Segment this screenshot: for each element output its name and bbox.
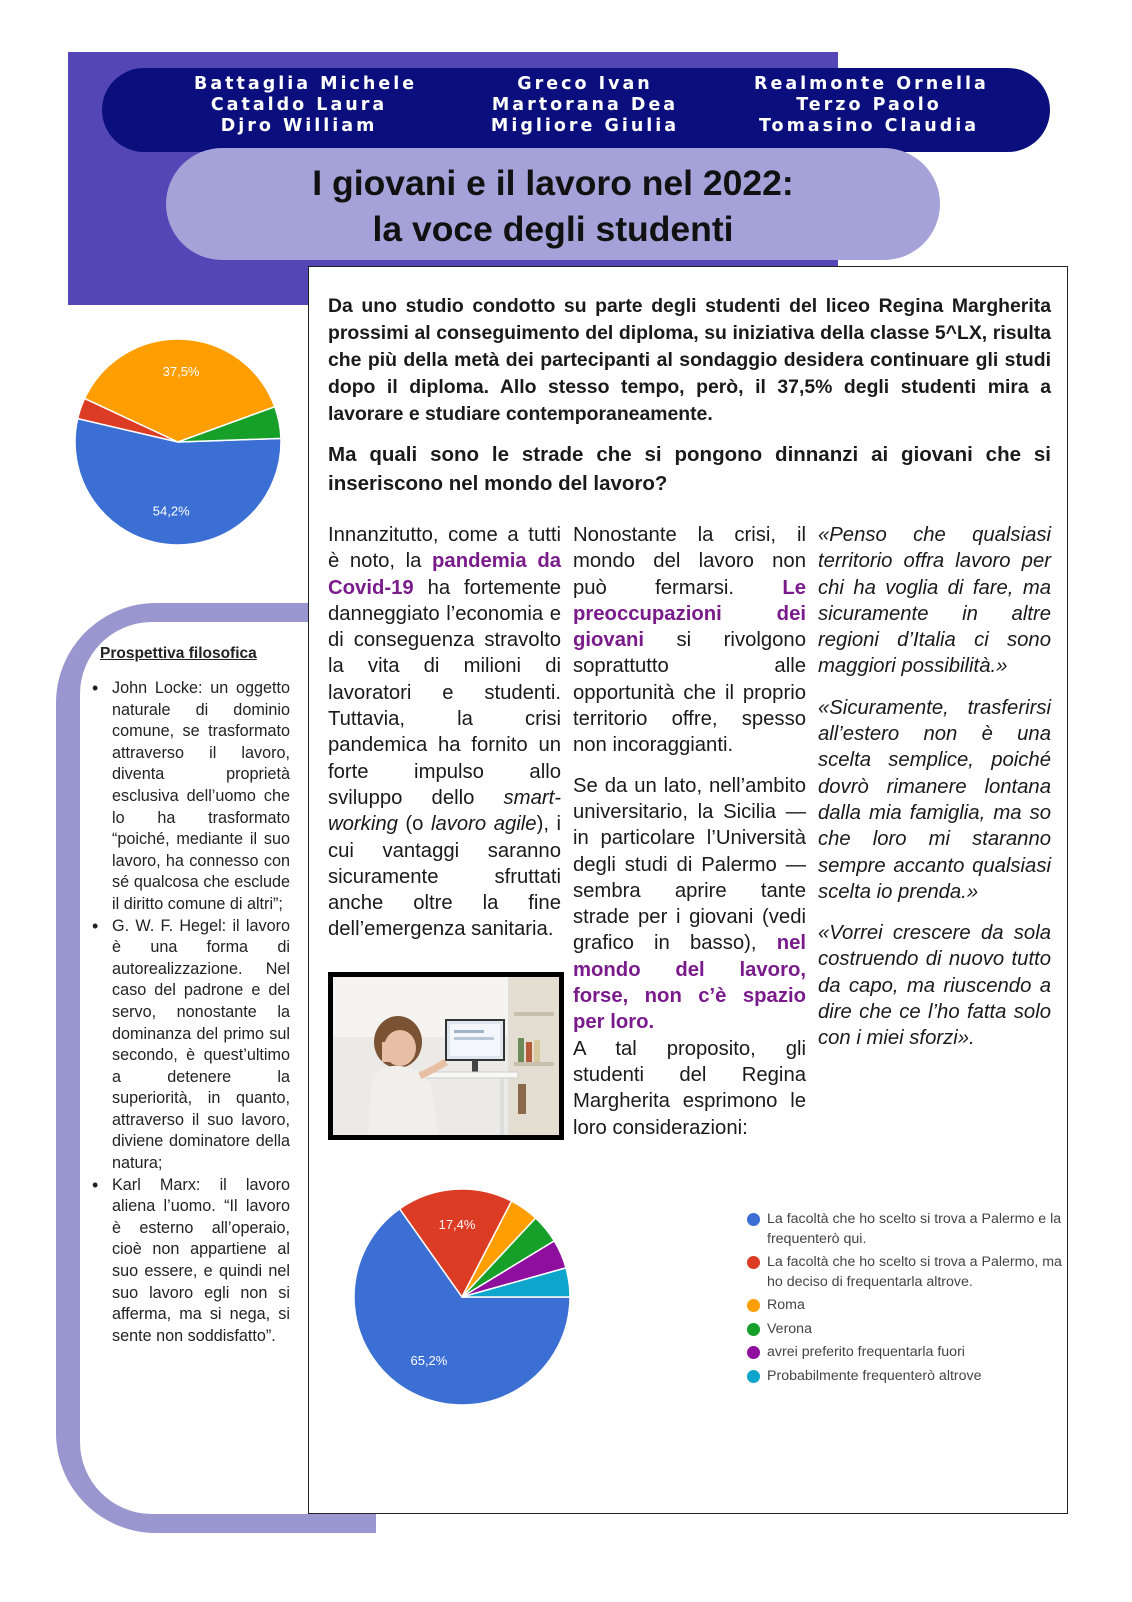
author-name: Greco Ivan: [517, 74, 653, 94]
author-name: Terzo Paolo: [796, 95, 942, 115]
legend-label: La facoltà che ho scelto si trova a Palermo, ma ho deciso di frequentarla altrove.: [767, 1254, 1062, 1290]
pie-slice-label: 37,5%: [162, 364, 200, 380]
paragraph: [573, 522, 806, 759]
title-banner: [166, 148, 940, 260]
philosopher-name: G. W. F. Hegel: [112, 916, 222, 935]
author-name: Migliore Giulia: [490, 116, 680, 136]
pie-chart-university-choice: [352, 1186, 574, 1408]
author-name: Tomasino Claudia: [758, 116, 980, 136]
philosopher-item: [90, 1175, 290, 1348]
authors-bar: [102, 68, 1050, 152]
article-column-3: [818, 522, 1051, 1067]
author-name: Djro William: [220, 116, 378, 136]
text-span: Nonostante la crisi, il mondo del lavoro non può fermarsi.: [573, 524, 806, 599]
paragraph: [573, 773, 806, 1036]
highlight-text: nel mondo del lavoro, forse, non c’è spazio per loro.: [573, 932, 806, 1034]
text-span: Se da un lato, nell’ambito universitario, la Sicilia — in particolare l’Università degli studi di Palermo — sembra aprire tante strade per i giovani (vedi grafico in basso),: [573, 774, 806, 955]
author-name: Realmonte Ornella: [754, 74, 989, 94]
paragraph: A tal proposito, gli studenti del Regina Margherita esprimono le loro considerazioni:: [573, 1037, 806, 1139]
lead-question: Ma quali sono le strade che si pongono dinnanzi ai giovani che si inseriscono nel mondo del lavoro?: [328, 443, 1051, 495]
pie-slice-label: 65,2%: [410, 1352, 448, 1368]
legend-label: Roma: [767, 1297, 805, 1313]
text-span: Innanzitutto, come a tutti è noto, la: [328, 524, 561, 573]
article-column-1: [328, 522, 561, 943]
authors-column-3: [754, 74, 989, 137]
legend-swatch: [747, 1370, 760, 1383]
title-line-2: la voce degli studenti: [372, 209, 734, 249]
pie-slice-label: 17,4%: [438, 1217, 476, 1233]
legend-label: avrei preferito frequentarla fuori: [767, 1344, 965, 1360]
philosopher-item: [90, 678, 290, 916]
legend-item: [745, 1210, 1065, 1249]
sidebar-title: Prospettiva filosofica: [100, 645, 257, 662]
philosopher-text: : il lavoro è una forma di autorealizzazione. Nel caso del padrone e del servo, nonostante la dominanza del primo sul secondo, è quest’ultimo a detenere la superiorità, in quanto, attraverso il suo lavoro, diviene dominatore della natura;: [112, 916, 290, 1173]
author-name: Martorana Dea: [491, 95, 679, 115]
article-column-2: [573, 522, 806, 1141]
text-span: ha fortemente danneggiato l’economia e di conseguenza stravolto la vita di milioni di lavoratori e studenti. Tuttavia, la crisi pandemica ha fornito un forte impulso allo sviluppo dello: [328, 576, 561, 809]
italic-text: lavoro agile: [430, 813, 537, 836]
authors-column-2: [480, 74, 690, 137]
philosopher-text: : un oggetto naturale di dominio comune, se trasformato attraverso il lavoro, diventa proprietà esclusiva dell’uomo che lo ha trasformato “poiché, mediante il suo lavoro, ha connesso con sé qualcosa che esclude il diritto comune di altri”;: [112, 679, 290, 913]
highlight-text: pandemia da Covid-19: [328, 550, 561, 599]
title-line-1: I giovani e il lavoro nel 2022:: [312, 163, 794, 203]
authors-column-1: [194, 74, 418, 137]
legend-swatch: [747, 1346, 760, 1359]
pie-chart-study-intentions: [72, 338, 284, 548]
student-quote: «Penso che qualsiasi territorio offra lavoro per chi ha voglia di fare, ma sicuramente in altre regioni d’Italia ci sono maggiori possibilità.»: [818, 524, 1051, 678]
student-quote: «Vorrei crescere da sola costruendo di nuovo tutto da capo, ma riuscendo a dire che ce l’ho fatta solo con i miei sforzi».: [818, 922, 1051, 1050]
philosopher-name: Karl Marx: [112, 1175, 196, 1194]
text-span: ), i cui vantaggi saranno sicuramente sfruttati anche oltre la fine dell’emergenza sanitaria.: [328, 813, 561, 941]
smart-working-photo: [328, 972, 564, 1140]
legend-item: [745, 1320, 1065, 1340]
author-name: Battaglia Michele: [194, 74, 418, 94]
legend-item: [745, 1296, 1065, 1316]
photo-illustration: [328, 972, 564, 1140]
legend-swatch: [747, 1213, 760, 1226]
legend-label: Probabilmente frequenterò altrove: [767, 1367, 982, 1384]
philosopher-item: [90, 916, 290, 1175]
italic-text: smart-working: [328, 786, 561, 836]
philosophers-list: [90, 678, 290, 1347]
philosopher-name: John Locke: [112, 679, 199, 697]
intro-paragraph: Da uno studio condotto su parte degli studenti del liceo Regina Margherita prossimi al conseguimento del diploma, su iniziativa della classe 5^LX, risulta che più della metà dei partecipanti al sondaggio desidera continuare gli studi dopo il diploma. Allo stesso tempo, però, il 37,5% degli studenti mira a lavorare e studiare contemporaneamente.: [328, 295, 1051, 425]
legend-label: Verona: [767, 1320, 812, 1337]
legend-item: [745, 1367, 1065, 1387]
author-name: Cataldo Laura: [210, 95, 388, 115]
legend-swatch: [747, 1256, 760, 1269]
legend-label: La facoltà che ho scelto si trova a Palermo e la frequenterò qui.: [767, 1211, 1062, 1247]
legend-item: [745, 1343, 1065, 1363]
legend-swatch: [747, 1299, 760, 1312]
page-title: [166, 160, 940, 252]
text-span: (o: [397, 813, 431, 836]
chart-legend: [745, 1210, 1065, 1390]
text-span: si rivolgono soprattutto alle opportunità che il proprio territorio offre, spesso non incoraggianti.: [573, 629, 806, 757]
legend-swatch: [747, 1323, 760, 1336]
pie-slice-label: 54,2%: [152, 503, 190, 519]
student-quote: «Sicuramente, trasferirsi all’estero non è una scelta semplice, poiché dovrò rimanere lontana dalla mia famiglia, ma so che loro mi staranno sempre accanto qualsiasi scelta io prenda.»: [818, 696, 1051, 903]
highlight-text: Le preoccupazioni dei giovani: [573, 576, 806, 652]
philosopher-text: : il lavoro aliena l’uomo. “Il lavoro è esterno all’operaio, cioè non appartiene al suo essere, e quindi nel suo lavoro egli non si afferma, ma si nega, si sente non soddisfatto”.: [112, 1175, 290, 1345]
legend-item: [745, 1253, 1065, 1292]
